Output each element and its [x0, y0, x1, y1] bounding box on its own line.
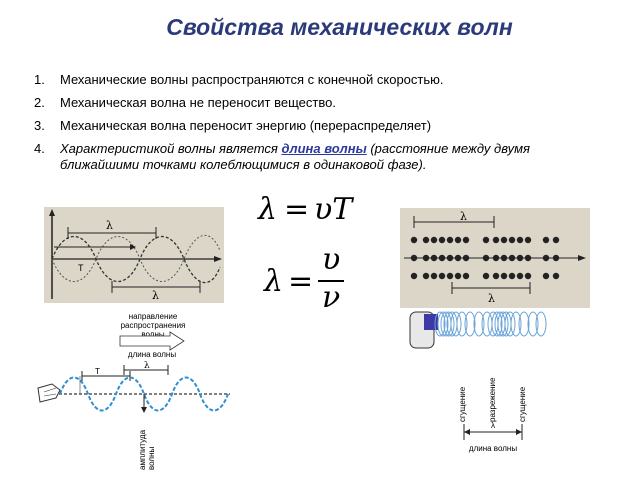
particle-dot: [423, 237, 429, 243]
particle-dot: [509, 237, 515, 243]
spring-coil: [441, 312, 451, 336]
longitudinal-wave-panel: [400, 208, 590, 308]
particle-dot: [543, 255, 549, 261]
particle-dot: [431, 237, 437, 243]
list-item: 1. Механические волны распространяются с конечной скоростью.: [34, 72, 444, 87]
particle-dot: [553, 237, 559, 243]
particle-dot: [455, 237, 461, 243]
particle-dot: [501, 255, 507, 261]
longitudinal-wave-graphic: [400, 208, 590, 308]
list-item: 4. Характеристикой волны является длина волны (расстояние между двумя ближайшими точками колеблющимися в одинаковой фазе).: [34, 141, 530, 172]
particle-dot: [501, 273, 507, 279]
particle-dot: [455, 273, 461, 279]
list-item: 2. Механическая волна не переносит вещество.: [34, 95, 336, 110]
particle-dot: [463, 273, 469, 279]
particle-dot: [431, 273, 437, 279]
amplitude-label: амплитуда волны: [138, 429, 156, 470]
particle-dot: [525, 273, 531, 279]
particle-dot: [501, 237, 507, 243]
particle-dot: [517, 237, 523, 243]
wavelength-label: длина волны: [127, 350, 177, 359]
spring-coil: [495, 312, 505, 336]
particle-dot: [411, 255, 417, 261]
particle-dot: [447, 273, 453, 279]
particle-dot: [411, 273, 417, 279]
properties-list: [34, 72, 594, 180]
particle-dot: [483, 273, 489, 279]
particle-dot: [423, 255, 429, 261]
hand-icon: [410, 312, 438, 348]
particle-dot: [483, 237, 489, 243]
particle-dot: [423, 273, 429, 279]
spring-graphic: [408, 308, 598, 368]
svg-text:T: T: [95, 367, 100, 376]
formula-lambda-v-over-nu: λ = υ ν: [264, 246, 354, 316]
particle-dot: [543, 237, 549, 243]
particle-dot: [525, 237, 531, 243]
particle-dot: [553, 273, 559, 279]
transverse-wave-diagram: [34, 310, 234, 475]
compression-label: сгущение: [518, 386, 527, 422]
direction-label: направление распространения волны: [120, 312, 186, 339]
transverse-wave-panel: [44, 207, 224, 303]
particle-dot: [439, 255, 445, 261]
particle-dot: [447, 255, 453, 261]
page-title: Свойства механических волн: [166, 14, 513, 40]
lambda-label: λ: [106, 219, 113, 232]
svg-text:λ: λ: [144, 361, 150, 371]
formula-lambda-vt: λ = υT: [258, 192, 353, 227]
particle-dot: [447, 237, 453, 243]
period-label: T: [78, 263, 84, 273]
particle-dot: [509, 255, 515, 261]
particle-dot: [493, 273, 499, 279]
wavelength-label: длина волны: [468, 444, 518, 453]
particle-dot: [483, 255, 489, 261]
particle-dot: [439, 237, 445, 243]
lambda-label: λ: [488, 292, 495, 305]
particle-dot: [455, 255, 461, 261]
list-item: 3. Механическая волна переносит энергию (перераспределяет): [34, 118, 432, 133]
wave-direction-diagram: [34, 310, 234, 475]
spring-diagram: [408, 308, 598, 476]
particle-dot: [509, 273, 515, 279]
particle-dot: [553, 255, 559, 261]
particle-dot: [463, 237, 469, 243]
particle-dot: [493, 237, 499, 243]
particle-dot: [543, 273, 549, 279]
particle-dot: [411, 237, 417, 243]
hand-icon: [38, 384, 60, 402]
particle-dot: [517, 273, 523, 279]
lambda-label: λ: [460, 210, 467, 223]
wavelength-link[interactable]: длина волны: [281, 141, 367, 156]
rarefaction-label: разрежение: [488, 377, 497, 422]
particle-dot: [463, 255, 469, 261]
transverse-wave-graphic: [44, 207, 224, 303]
particle-dot: [431, 255, 437, 261]
compression-label: сгущение: [458, 386, 467, 422]
particle-dot: [439, 273, 445, 279]
lambda-label: λ: [152, 289, 159, 302]
particle-dot: [493, 255, 499, 261]
particle-dot: [525, 255, 531, 261]
particle-dot: [517, 255, 523, 261]
lambda-label: λ: [491, 421, 495, 430]
